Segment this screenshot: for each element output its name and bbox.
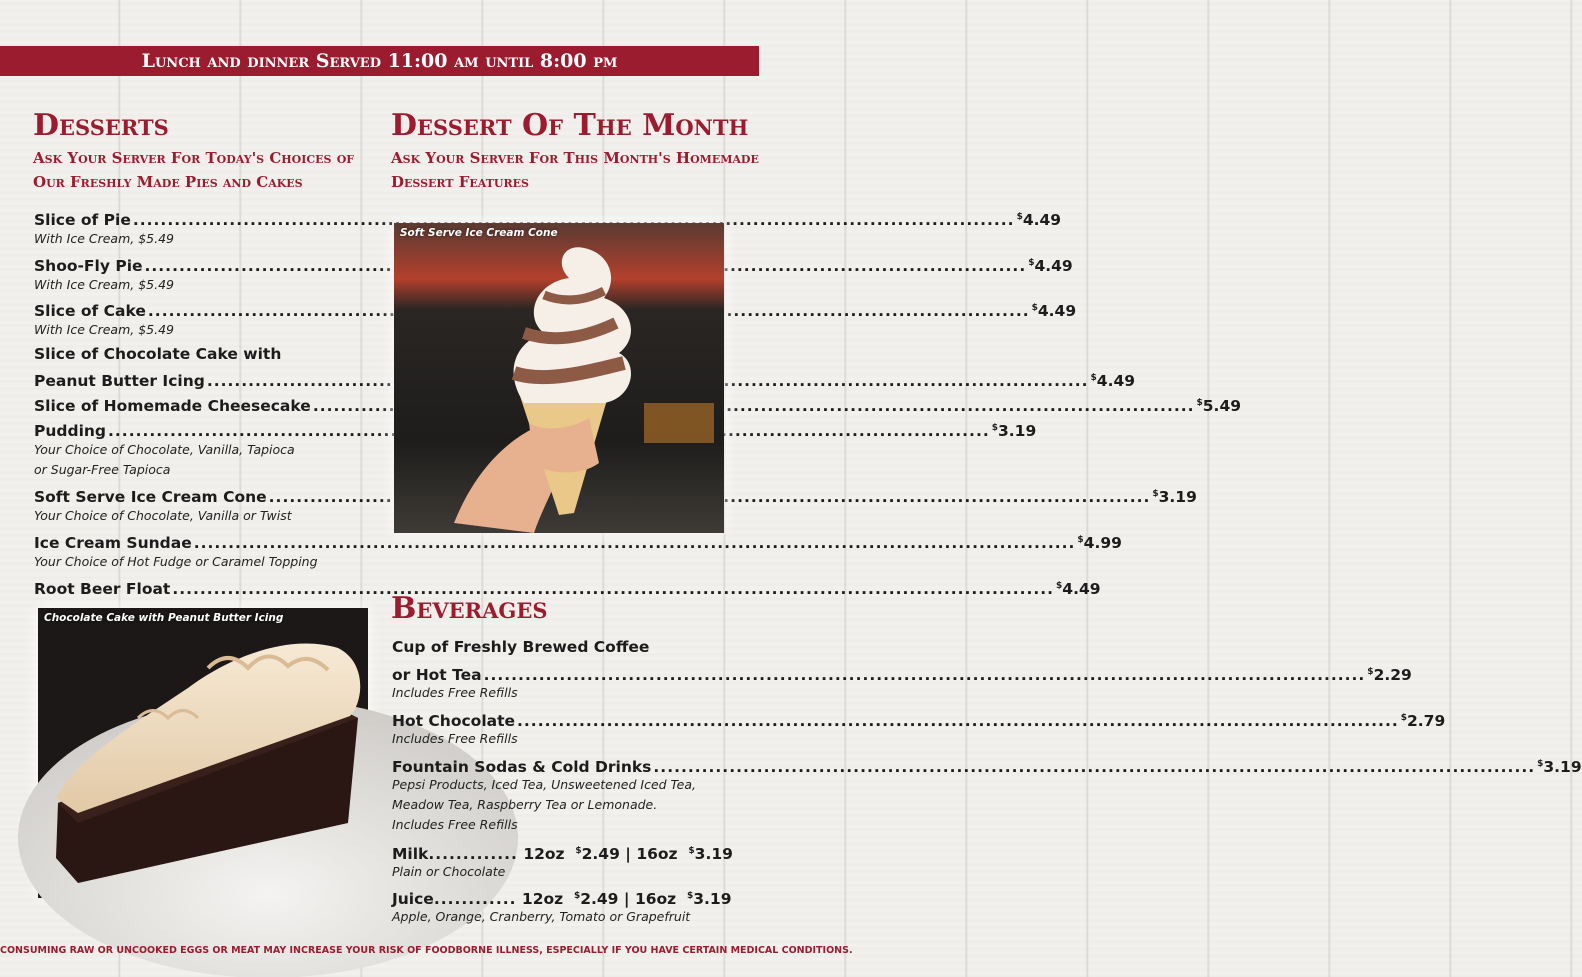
dessert-of-month-heading: Dessert Of The Month	[391, 108, 749, 143]
menu-item: Slice of Cake ..... $4.49	[34, 297, 368, 322]
menu-item: Hot Chocolate ..... $2.79	[392, 707, 724, 732]
item-name-line: Cup of Freshly Brewed Coffee	[392, 638, 650, 656]
menu-item: Root Beer Float ..... $4.49	[34, 575, 368, 600]
item-name-line: Slice of Chocolate Cake with	[34, 345, 282, 363]
menu-item: Milk............. 12oz $2.49 | 16oz $3.19	[392, 845, 733, 864]
item-note: With Ice Cream, $5.49	[34, 322, 174, 337]
chocolate-cake-image	[38, 608, 368, 898]
photo-caption: Soft Serve Ice Cream Cone	[400, 227, 558, 239]
item-note: Your Choice of Chocolate, Vanilla or Twist	[34, 508, 292, 523]
item-note: Plain or Chocolate	[392, 864, 506, 879]
cake-photo	[38, 608, 368, 898]
dessert-of-month-subtitle: Ask Your Server For This Month's Homemade Dessert Features	[391, 149, 759, 191]
item-note: Pepsi Products, Iced Tea, Unsweetened Iced Tea,	[392, 777, 696, 792]
menu-item: or Hot Tea ..... $2.29	[392, 661, 724, 686]
item-note: Your Choice of Chocolate, Vanilla, Tapioca	[34, 442, 295, 457]
menu-item: Juice............ 12oz $2.49 | 16oz $3.19	[392, 890, 732, 909]
food-safety-disclaimer: CONSUMING RAW OR UNCOOKED EGGS OR MEAT MAY INCREASE YOUR RISK OF FOODBORNE ILLNESS, ESPECIALLY IF YOU HAVE CERTAIN MEDICAL CONDITIONS.	[0, 945, 853, 956]
menu-item: Shoo-Fly Pie ..... $4.49	[34, 252, 368, 277]
item-note: With Ice Cream, $5.49	[34, 231, 174, 246]
cone-photo	[394, 223, 724, 533]
menu-item: Ice Cream Sundae ..... $4.99	[34, 529, 368, 554]
item-note: Includes Free Refills	[392, 817, 518, 832]
beverages-heading: Beverages	[391, 591, 548, 626]
menu-item: Slice of Pie ..... $4.49	[34, 206, 368, 231]
item-note: Apple, Orange, Cranberry, Tomato or Grapefruit	[392, 909, 691, 924]
menu-item: Peanut Butter Icing ..... $4.49	[34, 367, 368, 392]
item-note: or Sugar-Free Tapioca	[34, 462, 171, 477]
photo-caption: Chocolate Cake with Peanut Butter Icing	[44, 612, 284, 624]
menu-item: Fountain Sodas & Cold Drinks ..... $3.19	[392, 753, 724, 778]
hours-banner: Lunch and dinner Served 11:00 am until 8:00 pm	[0, 46, 759, 76]
item-note: Includes Free Refills	[392, 685, 518, 700]
item-note: With Ice Cream, $5.49	[34, 277, 174, 292]
desserts-subtitle: Ask Your Server For Today's Choices of Our Freshly Made Pies and Cakes	[33, 149, 355, 191]
menu-item: Pudding ..... $3.19	[34, 417, 368, 442]
item-note: Your Choice of Hot Fudge or Caramel Topping	[34, 554, 318, 569]
desserts-heading: Desserts	[33, 108, 169, 143]
item-note: Includes Free Refills	[392, 731, 518, 746]
menu-item: Soft Serve Ice Cream Cone ..... $3.19	[34, 483, 368, 508]
ice-cream-cone-image	[394, 223, 724, 533]
item-note: Meadow Tea, Raspberry Tea or Lemonade.	[392, 797, 658, 812]
menu-item: Slice of Homemade Cheesecake ..... $5.49	[34, 392, 368, 417]
